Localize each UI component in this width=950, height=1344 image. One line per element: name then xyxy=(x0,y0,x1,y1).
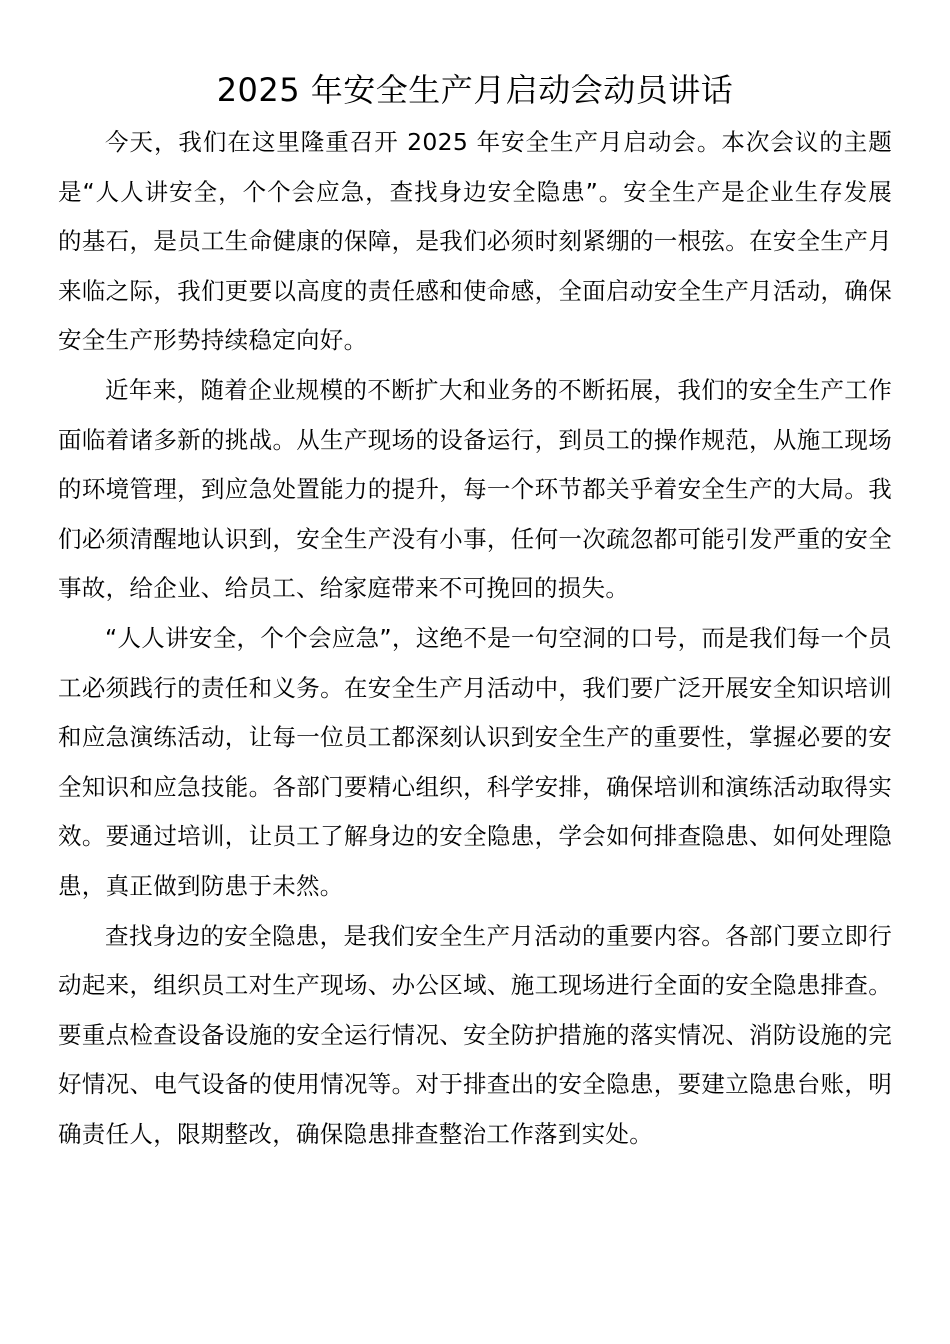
document-title: 2025 年安全生产月启动会动员讲话 xyxy=(216,71,734,109)
paragraph-opening: 今天，我们在这里隆重召开 2025 年安全生产月启动会。本次会议的主题是“人人讲安全，个个会应急，查找身边安全隐患”。安全生产是企业生存发展的基石，是员工生命健康的保障，是我们必须时刻紧绷的一根弦。在安全生产月来临之际，我们更要以高度的责任感和使命感，全面启动安全生产月活动，确保安全生产形势持续稳定向好。 xyxy=(58,128,892,355)
document-page xyxy=(58,62,892,1159)
paragraph-hazard-check: 查找身边的安全隐患，是我们安全生产月活动的重要内容。各部门要立即行动起来，组织员工对生产现场、办公区域、施工现场进行全面的安全隐患排查。要重点检查设备设施的安全运行情况、安全防护措施的落实情况、消防设施的完好情况、电气设备的使用情况等。对于排查出的安全隐患，要建立隐患台账，明确责任人，限期整改，确保隐患排查整治工作落到实处。 xyxy=(58,921,892,1148)
paragraph-slogan: “人人讲安全，个个会应急”，这绝不是一句空洞的口号，而是我们每一个员工必须践行的责任和义务。在安全生产月活动中，我们要广泛开展安全知识培训和应急演练活动，让每一位员工都深刻认识到安全生产的重要性，掌握必要的安全知识和应急技能。各部门要精心组织，科学安排，确保培训和演练活动取得实效。要通过培训，让员工了解身边的安全隐患，学会如何排查隐患、如何处理隐患，真正做到防患于未然。 xyxy=(58,623,892,900)
paragraph-challenges: 近年来，随着企业规模的不断扩大和业务的不断拓展，我们的安全生产工作面临着诸多新的挑战。从生产现场的设备运行，到员工的操作规范，从施工现场的环境管理，到应急处置能力的提升，每一个环节都关乎着安全生产的大局。我们必须清醒地认识到，安全生产没有小事，任何一次疏忽都可能引发严重的安全事故，给企业、给员工、给家庭带来不可挽回的损失。 xyxy=(58,375,892,603)
